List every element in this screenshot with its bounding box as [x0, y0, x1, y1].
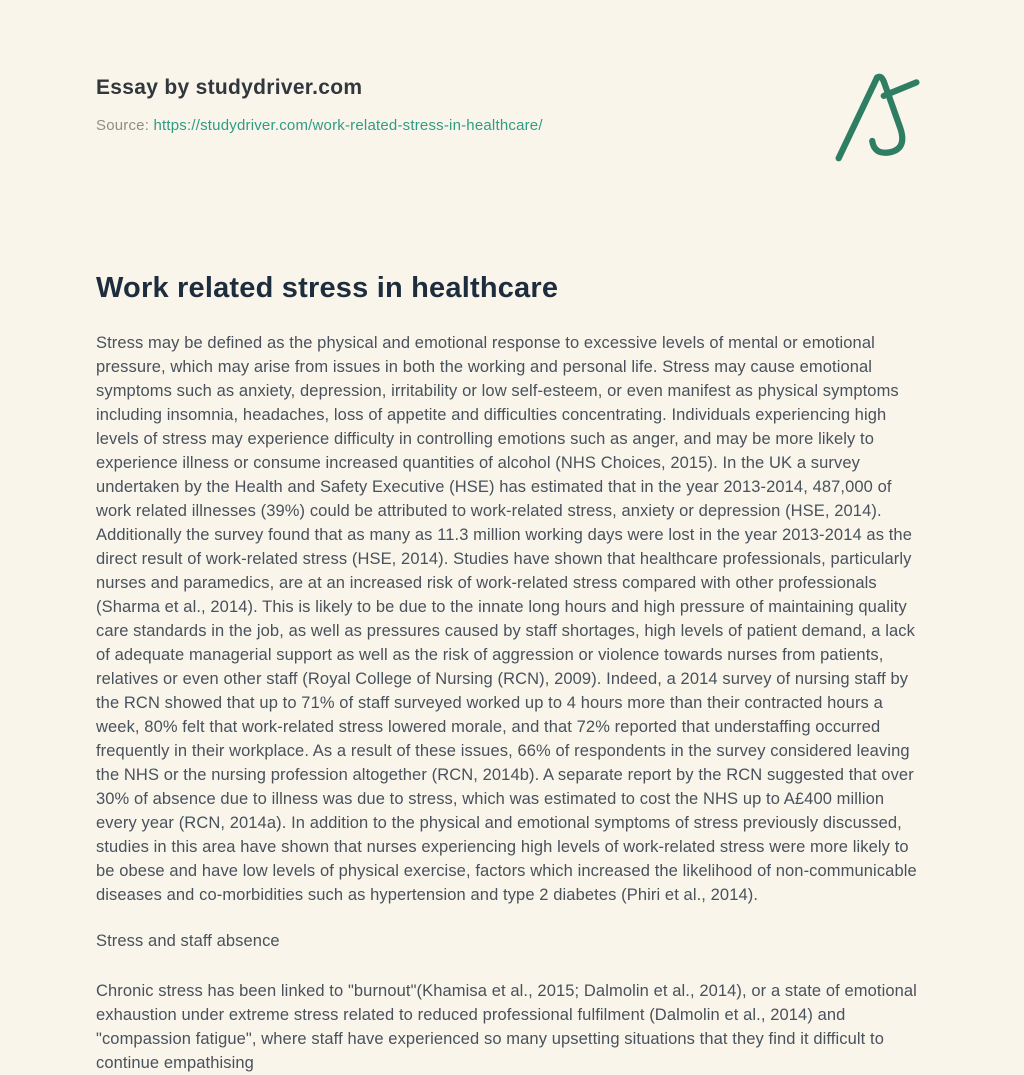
source-line: [96, 117, 543, 134]
source-label: Source:: [96, 117, 150, 134]
byline: Essay by studydriver.com: [96, 76, 363, 99]
header-text-block: [96, 76, 543, 134]
article-title: Work related stress in healthcare: [96, 272, 559, 304]
studydriver-logo-icon: [822, 68, 934, 164]
page-header: [96, 76, 928, 164]
article-paragraph-1: Stress may be defined as the physical and emotional response to excessive levels of mental or emotional pressure, which may arise from issues in both the working and personal life. Stress may cause emotional symptoms such as anxiety, depression, irritability or low self-esteem, or even manifest as physical symptoms including insomnia, headaches, loss of appetite and difficulties concentrating. Individuals experiencing high levels of stress may experience difficulty in controlling emotions such as anger, and may be more likely to experience illness or consume increased quantities of alcohol (NHS Choices, 2015). In the UK a survey undertaken by the Health and Safety Executive (HSE) has estimated that in the year 2013-2014, 487,000 of work related illnesses (39%) could be attributed to work-related stress, anxiety or depression (HSE, 2014). Additionally the survey found that as many as 11.3 million working days were lost in the year 2013-2014 as the direct result of work-related stress (HSE, 2014). Studies have shown that healthcare professionals, particularly nurses and paramedics, are at an increased risk of work-related stress compared with other professionals (Sharma et al., 2014). This is likely to be due to the innate long hours and high pressure of maintaining quality care standards in the job, as well as pressures caused by staff shortages, high levels of patient demand, a lack of adequate managerial support as well as the risk of aggression or violence towards nurses from patients, relatives or even other staff (Royal College of Nursing (RCN), 2009). Indeed, a 2014 survey of nursing staff by the RCN showed that up to 71% of staff surveyed worked up to 4 hours more than their contracted hours a week, 80% felt that work-related stress lowered morale, and that 72% reported that understaffing occurred frequently in their workplace. As a result of these issues, 66% of respondents in the survey considered leaving the NHS or the nursing profession altogether (RCN, 2014b). A separate report by the RCN suggested that over 30% of absence due to illness was due to stress, which was estimated to cost the NHS up to A£400 million every year (RCN, 2014a). In addition to the physical and emotional symptoms of stress previously discussed, studies in this area have shown that nurses experiencing high levels of work-related stress were more likely to be obese and have low levels of physical exercise, factors which increased the likelihood of non-communicable diseases and co-morbidities such as hypertension and type 2 diabetes (Phiri et al., 2014).: [96, 334, 917, 904]
article-paragraph-2: Chronic stress has been linked to "burnout"(Khamisa et al., 2015; Dalmolin et al., 2014), or a state of emotional exhaustion under extreme stress related to reduced professional fulfilment (Dalmolin et al., 2014) and "compassion fatigue", where staff have experienced so many upsetting situations that they find it difficult to continue empathising: [96, 982, 917, 1072]
section-heading-stress-and-staff-absence: Stress and staff absence: [96, 932, 280, 950]
source-url-link[interactable]: https://studydriver.com/work-related-stress-in-healthcare/: [153, 117, 543, 134]
